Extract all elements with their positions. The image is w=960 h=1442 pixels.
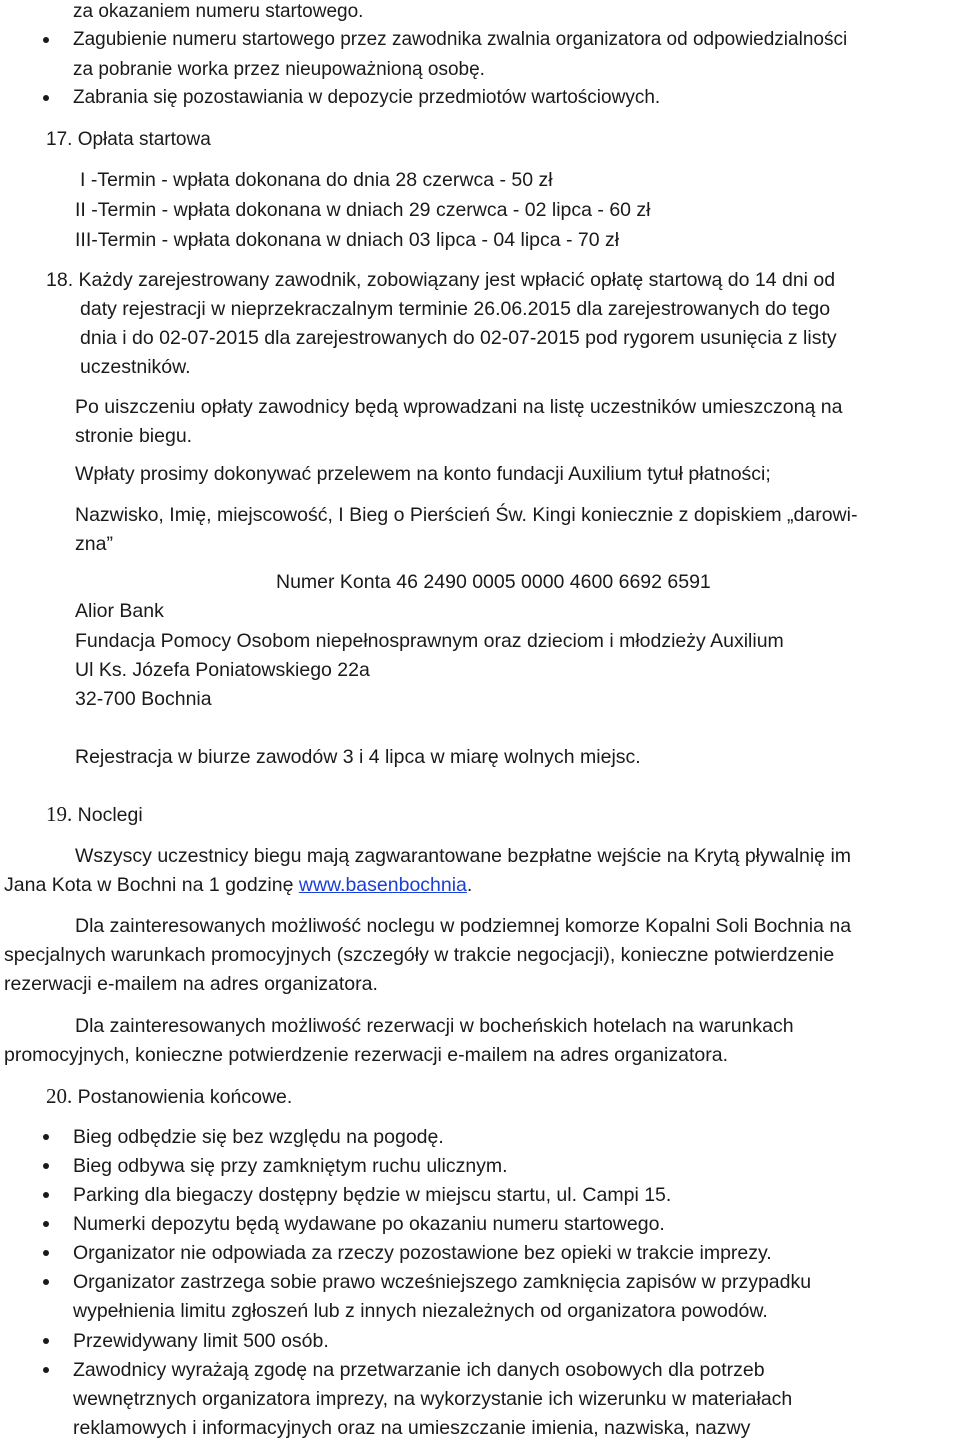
final-rule: Organizator zastrzega sobie prawo wcześniejszego zamknięcia zapisów w przypadku [73,1271,812,1293]
foundation-name: Fundacja Pomocy Osobom niepełnosprawnym oraz dzieciom i młodzieży Auxilium [75,630,784,652]
section-number: 19. [46,802,73,826]
payment-note: stronie biegu. [75,425,193,447]
mine-accommodation: specjalnych warunkach promocyjnych (szczegóły w trakcie negocjacji), konieczne potwierdzenie [4,944,835,966]
payment-note: Po uiszczeniu opłaty zawodnicy będą wprowadzani na listę uczestników umieszczoną na [75,396,843,418]
final-rule-cont: wewnętrznych organizatora imprezy, na wykorzystanie ich wizerunku w materiałach [73,1388,793,1410]
bank-name: Alior Bank [75,600,164,622]
bullet-dot [43,37,49,43]
section-18-line: dnia i do 02-07-2015 dla zarejestrowanych do 02-07-2015 pod rygorem usunięcia z listy [80,327,837,349]
bullet-dot [43,1192,49,1198]
bullet-dot [43,1221,49,1227]
hotel-accommodation: promocyjnych, konieczne potwierdzenie rezerwacji e-mailem na adres organizatora. [4,1044,729,1066]
section-title: Noclegi [77,804,143,826]
pool-info [4,873,472,897]
section-19-heading [46,802,143,827]
bullet-dot [43,1367,49,1373]
final-rule: Organizator nie odpowiada za rzeczy pozostawione bez opieki w trakcie imprezy. [73,1242,772,1264]
final-rule: Zawodnicy wyrażają zgodę na przetwarzanie ich danych osobowych dla potrzeb [73,1359,765,1381]
account-number: Numer Konta 46 2490 0005 0000 4600 6692 6591 [276,571,711,593]
section-20-heading [46,1084,292,1109]
final-rule: Numerki depozytu będą wydawane po okazaniu numeru startowego. [73,1213,665,1235]
fee-term-2: II -Termin - wpłata dokonana w dniach 29 czerwca - 02 lipca - 60 zł [75,199,651,221]
bullet-dot [43,1163,49,1169]
section-title: Postanowienia końcowe. [77,1086,293,1108]
foundation-city: 32-700 Bochnia [75,688,212,710]
bullet-text-cont: za pobranie worka przez nieupoważnioną osobę. [73,59,485,80]
mine-accommodation: rezerwacji e-mailem na adres organizatora. [4,973,378,995]
section-18-line: daty rejestracji w nieprzekraczalnym terminie 26.06.2015 dla zarejestrowanych do tego [80,298,831,320]
section-18-line: uczestników. [80,356,191,378]
bullet-dot [43,95,49,101]
pool-info-text: Jana Kota w Bochni na 1 godzinę [4,874,299,896]
foundation-street: Ul Ks. Józefa Poniatowskiego 22a [75,659,370,681]
bullet-text: Zabrania się pozostawiania w depozycie przedmiotów wartościowych. [73,87,661,108]
final-rule: Parking dla biegaczy dostępny będzie w miejscu startu, ul. Campi 15. [73,1184,672,1206]
final-rule: Bieg odbywa się przy zamkniętym ruchu ulicznym. [73,1155,508,1177]
bullet-dot [43,1338,49,1344]
bullet-dot [43,1279,49,1285]
section-18-line: 18. Każdy zarejestrowany zawodnik, zobowiązany jest wpłacić opłatę startową do 14 dni od [46,269,836,291]
bullet-dot [43,1134,49,1140]
section-17-heading: 17. Opłata startowa [46,129,211,150]
bullet-dot [43,1250,49,1256]
final-rule: Bieg odbędzie się bez względu na pogodę. [73,1126,444,1148]
pool-info: Wszyscy uczestnicy biegu mają zagwarantowane bezpłatne wejście na Krytą pływalnię im [75,845,852,867]
final-rule: Przewidywany limit 500 osób. [73,1330,329,1352]
final-rule-cont: wypełnienia limitu zgłoszeń lub z innych niezależnych od organizatora powodów. [73,1300,768,1322]
transfer-instruction: Wpłaty prosimy dokonywać przelewem na konto fundacji Auxilium tytuł płatności; [75,463,771,485]
pool-info-dot: . [466,874,473,896]
registration-note: Rejestracja w biurze zawodów 3 i 4 lipca w miarę wolnych miejsc. [75,746,641,768]
hotel-accommodation: Dla zainteresowanych możliwość rezerwacji w bocheńskich hotelach na warunkach [75,1015,794,1037]
bullet-text: Zagubienie numeru startowego przez zawodnika zwalnia organizatora od odpowiedzialności [73,29,848,50]
fee-term-1: I -Termin - wpłata dokonana do dnia 28 czerwca - 50 zł [80,169,553,191]
bullet-continuation: za okazaniem numeru startowego. [73,1,364,22]
section-number: 20. [46,1084,73,1108]
mine-accommodation: Dla zainteresowanych możliwość noclegu w podziemnej komorze Kopalni Soli Bochnia na [75,915,852,937]
payment-title-format: zna” [75,533,113,555]
pool-website-link[interactable]: www.basenbochnia [298,874,467,896]
payment-title-format: Nazwisko, Imię, miejscowość, I Bieg o Pierścień Św. Kingi koniecznie z dopiskiem „darowi- [75,504,858,526]
fee-term-3: III-Termin - wpłata dokonana w dniach 03 lipca - 04 lipca - 70 zł [75,229,620,251]
final-rule-cont: reklamowych i informacyjnych oraz na umieszczanie imienia, nazwiska, nazwy [73,1417,751,1439]
